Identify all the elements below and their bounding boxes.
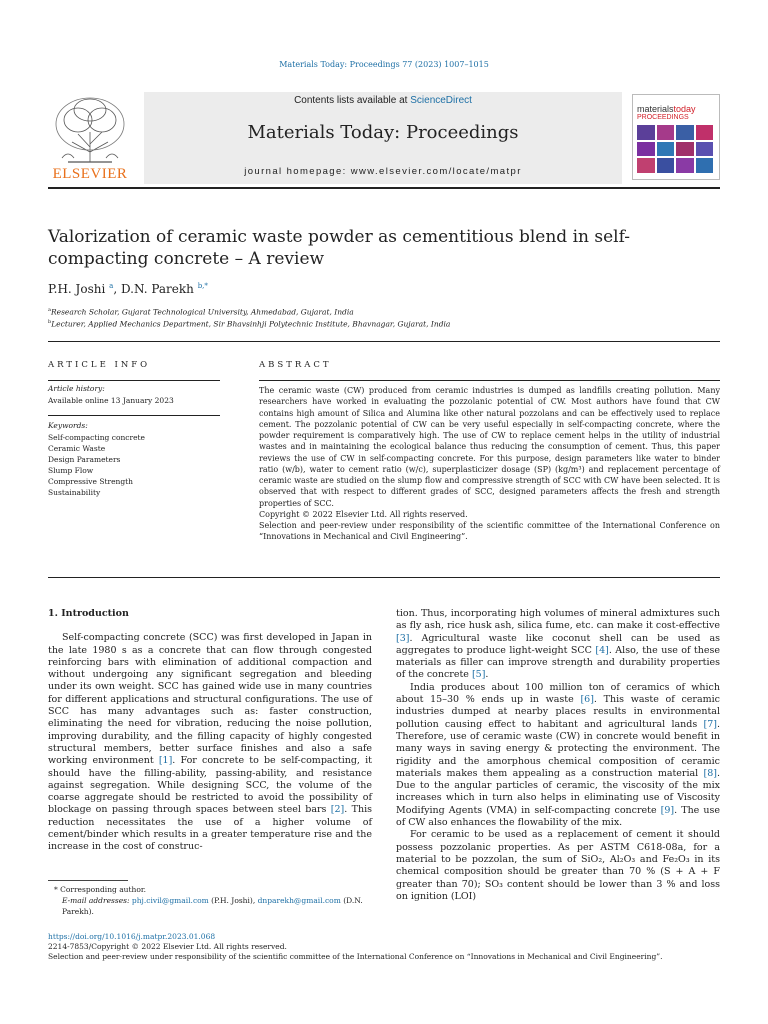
affiliation-a	[48, 307, 354, 317]
reference-link[interactable]: [4]	[595, 644, 609, 656]
body-text: . Due to the angular particles of ceramic, the viscosity of the mix increases which in turn also helps in eliminating use of Viscosity Modifying Agents (VMA) in self-compacting concrete	[396, 767, 720, 816]
abstract-body	[259, 385, 720, 543]
body-text: . For concrete to be self-compacting, it should have the filling-ability, passing-ability, and resistance against segregation. While designing SCC, the volume of the coarse aggregate should be restricted to avoid the possibility of blockage on passing through spaces between steel bars	[48, 755, 372, 816]
journal-homepage[interactable]: journal homepage: www.elsevier.com/locate/matpr	[244, 166, 522, 177]
affiliation-marker: a	[48, 307, 51, 313]
author-affiliation-marker[interactable]: a	[109, 282, 114, 290]
banner-center	[144, 92, 622, 184]
abstract-rule	[259, 380, 720, 381]
body-text: .	[485, 669, 489, 681]
info-rule	[48, 380, 220, 381]
journal-banner	[48, 92, 720, 186]
reference-link[interactable]: [2]	[330, 804, 345, 816]
cover-image-tiles	[637, 125, 713, 173]
article-info-heading: ARTICLE INFO	[48, 360, 151, 370]
body-paragraph	[48, 632, 372, 853]
keyword: Ceramic Waste	[48, 444, 106, 453]
keyword: Self-compacting concrete	[48, 433, 145, 442]
keywords-label: Keywords:	[48, 421, 88, 430]
history-value: Available online 13 January 2023	[48, 396, 174, 405]
cover-subtitle: PROCEEDINGS	[637, 114, 689, 121]
author-name[interactable]: D.N. Parekh	[120, 282, 194, 296]
doi-link[interactable]: https://doi.org/10.1016/j.matpr.2023.01.068	[48, 932, 216, 941]
email-name: (P.H. Joshi),	[208, 896, 258, 905]
body-text: Self-compacting concrete (SCC) was first developed in Japan in the late 1980 s as a concrete that can flow through congested reinforcing bars with elimination of additional compaction and without undergoing any significant segregation and bleeding under its own weight. SCC has gained wide use in many countries for different applications and structural configurations. The use of SCC has many advantages such as: faster construction, eliminating the need for vibration, reducing the noise pollution, improving durability, and the filling capacity of highly congested structural members, better surface finishes and also a safe working environment	[48, 632, 372, 767]
cover-title-a: materials	[637, 104, 674, 114]
body-paragraph	[396, 682, 720, 830]
body-text: tion. Thus, incorporating high volumes of mineral admixtures such as fly ash, rice husk ash, silica fume, etc. can make it cost-effective	[396, 608, 720, 632]
sciencedirect-link[interactable]: ScienceDirect	[410, 95, 472, 106]
contents-line	[144, 95, 622, 106]
abstract-heading: ABSTRACT	[259, 360, 332, 370]
banner-rule	[48, 187, 720, 189]
email-label: E-mail addresses:	[62, 896, 132, 905]
body-text: . Also, the use of these materials as filler can improve strength and durability properties of the concrete	[396, 644, 720, 681]
author-affiliation-marker[interactable]: b,*	[197, 282, 208, 290]
footer-peer-review: Selection and peer-review under responsibility of the scientific committee of the International Conference on “Innovations in Mechanical and Civil Engineering”.	[48, 952, 663, 961]
elsevier-wordmark: ELSEVIER	[52, 166, 128, 182]
reference-link[interactable]: [3]	[396, 632, 410, 644]
body-text: . This reduction necessitates the use of a higher volume of cement/binder which results in a greater temperature rise and the increase in the cost of construc-	[48, 804, 372, 853]
body-right-column	[396, 608, 720, 903]
journal-cover-thumbnail	[632, 94, 720, 180]
article-title: Valorization of ceramic waste powder as cementitious blend in self-compacting concrete – A review	[48, 227, 631, 269]
contents-prefix: Contents lists available at	[294, 95, 411, 106]
history-label: Article history:	[48, 384, 105, 393]
corresponding-author: * Corresponding author.	[54, 885, 147, 894]
author-name[interactable]: P.H. Joshi	[48, 282, 106, 296]
email-name: (D.N. Parekh).	[62, 896, 363, 916]
abstract-text: The ceramic waste (CW) produced from ceramic industries is dumped as landfills creating pollution. Many researchers have worked in evaluating the pozzolanic potential of CW. Most authors have found that CW contains high amount of Silica and Alumina like other natural pozzolans and can be effectively used to replace cement. The pozzolanic potential of CW can be very useful especially in self-compacting concrete, where the powder requirement is comparatively high. The use of CW to replace cement helps in the utility of industrial wastes and in maintaining the ecological balance thus reducing the consumption of cement. Thus, this paper reviews the use of CW in self-compacting concrete. For this purpose, design parameters like water to binder ratio (w/b), water to cement ratio (w/c), superplasticizer dosage (SP) (kg/m³) and replacement percentage of ceramic waste are studied on the slump flow and compressive strength of SCC with CW have been selected. It is observed that with respect to different grades of SCC, designed parameters affects the fresh and strength properties of SCC.	[259, 386, 720, 508]
body-text: . The use of CW also enhances the flowability of the mix.	[396, 804, 720, 829]
body-text: . This waste of ceramic industries dumped at nearby places results in environmental pollution causing effect to habitant and agricultural lands	[396, 694, 720, 730]
reference-link[interactable]: [6]	[580, 694, 594, 706]
abstract-copyright: Copyright © 2022 Elsevier Ltd. All rights reserved.	[259, 509, 468, 519]
cover-title	[637, 105, 696, 114]
keyword: Design Parameters	[48, 455, 121, 464]
keyword: Compressive Strength	[48, 477, 133, 486]
affiliation-marker: b	[48, 319, 52, 325]
email-line	[48, 895, 372, 917]
affiliation-text: Lecturer, Applied Mechanics Department, Sir Bhavsinhji Polytechnic Institute, Bhavnagar, Gujarat, India	[51, 319, 451, 329]
footnote-rule	[48, 880, 128, 881]
reference-link[interactable]: [5]	[471, 669, 486, 681]
email-link[interactable]: phj.civil@gmail.com	[131, 896, 209, 905]
section-heading: 1. Introduction	[48, 608, 129, 619]
body-left-column	[48, 608, 372, 854]
journal-name: Materials Today: Proceedings	[247, 122, 519, 143]
keywords-list	[48, 432, 145, 498]
abstract-peer-review: Selection and peer-review under responsibility of the scientific committee of the International Conference on “Innovations in Mechanical and Civil Engineering”.	[259, 521, 720, 542]
affiliation-text: Research Scholar, Gujarat Technological University, Ahmedabad, Gujarat, India	[50, 307, 354, 317]
page-footer	[48, 932, 720, 962]
body-paragraph	[396, 608, 720, 682]
header-rule	[48, 341, 720, 342]
footnote	[48, 884, 372, 917]
reference-link[interactable]: [8]	[703, 767, 717, 779]
email-link[interactable]: dnparekh@gmail.com	[257, 896, 341, 905]
cover-title-b: today	[673, 104, 696, 114]
author-separator: ,	[113, 282, 121, 296]
abstract-end-rule	[48, 577, 720, 578]
body-text: . Agricultural waste like coconut shell can be used as aggregates to produce light-weight SCC	[396, 632, 720, 656]
keyword: Slump Flow	[48, 466, 94, 475]
reference-link[interactable]: [1]	[158, 755, 173, 767]
affiliation-b	[48, 319, 450, 329]
reference-link[interactable]: [7]	[703, 718, 717, 730]
keyword: Sustainability	[48, 488, 101, 497]
body-text: . Therefore, use of ceramic waste (CW) in concrete would benefit in many ways in saving energy & protecting the environment. The rigidity and the amorphous chemical composition of ceramic materials makes them appealing as a construction material	[396, 718, 720, 779]
journal-citation[interactable]: Materials Today: Proceedings 77 (2023) 1007–1015	[279, 60, 489, 69]
body-paragraph: For ceramic to be used as a replacement of cement it should possess pozzolanic properties. As per ASTM C618-08a, for a material to be pozzolan, the sum of SiO₂, Al₂O₃ and Fe₂O₃ in its chemical composition should be greater than 70 % (S + A + F greater than 70); SO₃ content should be lower than 3 % and loss on ignition (LOI)	[396, 829, 720, 902]
authors	[48, 282, 208, 296]
reference-link[interactable]: [9]	[660, 804, 675, 816]
info-rule	[48, 415, 220, 416]
body-text: India produces about 100 million ton of ceramics of which about 15–30 % ends up in waste	[396, 681, 720, 706]
issn-line: 2214-7853/Copyright © 2022 Elsevier Ltd. All rights reserved.	[48, 942, 287, 951]
